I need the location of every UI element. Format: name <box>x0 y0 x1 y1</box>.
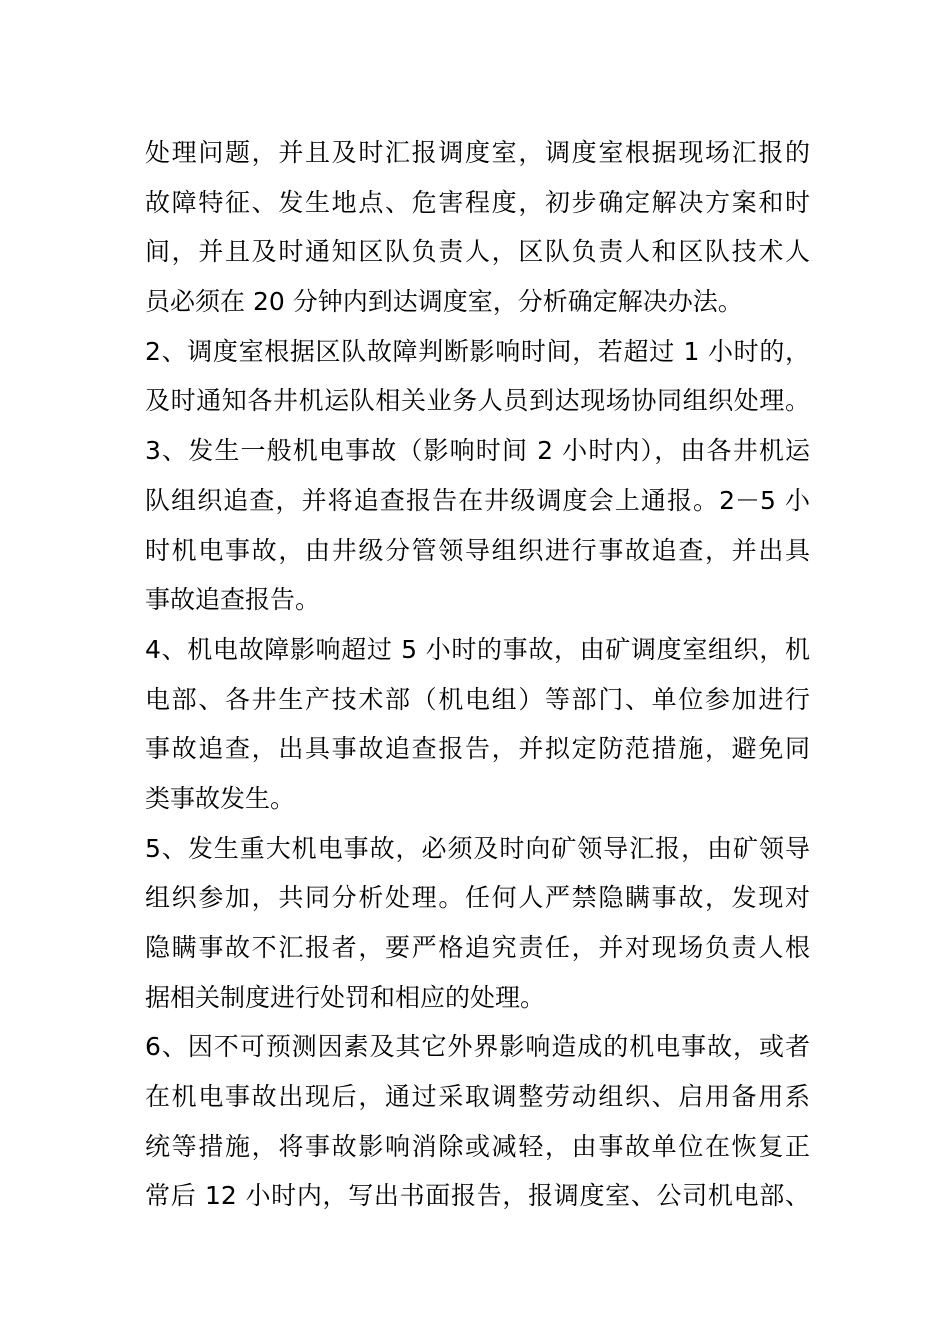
text-line-20: 在机电事故出现后，通过采取调整劳动组织、启用备用系 <box>145 1082 810 1112</box>
text-line-10: 事故追查报告。 <box>145 585 321 615</box>
text-line-19: 6、因不可预测因素及其它外界影响造成的机电事故，或者 <box>145 1032 810 1062</box>
text-line-2: 故障特征、发生地点、危害程度，初步确定解决方案和时 <box>145 187 810 217</box>
text-line-12: 电部、各井生产技术部（机电组）等部门、单位参加进行 <box>145 684 810 714</box>
text-line-3: 间，并且及时通知区队负责人，区队负责人和区队技术人 <box>145 237 810 267</box>
text-line-11: 4、机电故障影响超过 5 小时的事故，由矿调度室组织，机 <box>145 634 810 664</box>
text-line-15: 5、发生重大机电事故，必须及时向矿领导汇报，由矿领导 <box>145 833 810 863</box>
text-line-1: 处理问题，并且及时汇报调度室，调度室根据现场汇报的 <box>145 138 810 167</box>
document-body <box>145 128 810 1221</box>
text-line-9: 时机电事故，由井级分管领导组织进行事故追查，并出具 <box>145 535 810 565</box>
text-line-6: 及时通知各井机运队相关业务人员到达现场协同组织处理。 <box>145 386 810 416</box>
text-line-13: 事故追查，出具事故追查报告，并拟定防范措施，避免同 <box>145 734 810 764</box>
text-line-17: 隐瞒事故不汇报者，要严格追究责任，并对现场负责人根 <box>145 933 810 962</box>
text-line-5: 2、调度室根据区队故障判断影响时间，若超过 1 小时的， <box>145 336 810 366</box>
text-line-7: 3、发生一般机电事故（影响时间 2 小时内），由各井机运 <box>145 436 810 466</box>
text-line-16: 组织参加，共同分析处理。任何人严禁隐瞒事故，发现对 <box>145 883 810 913</box>
text-line-21: 统等措施，将事故影响消除或减轻，由事故单位在恢复正 <box>145 1131 810 1161</box>
text-line-14: 类事故发生。 <box>145 783 296 813</box>
text-line-8: 队组织追查，并将追查报告在井级调度会上通报。2－5 小 <box>145 485 810 515</box>
text-line-18: 据相关制度进行处罚和相应的处理。 <box>145 982 546 1012</box>
text-line-4: 员必须在 20 分钟内到达调度室，分析确定解决办法。 <box>145 287 743 317</box>
text-line-22: 常后 12 小时内，写出书面报告，报调度室、公司机电部、 <box>145 1181 810 1211</box>
